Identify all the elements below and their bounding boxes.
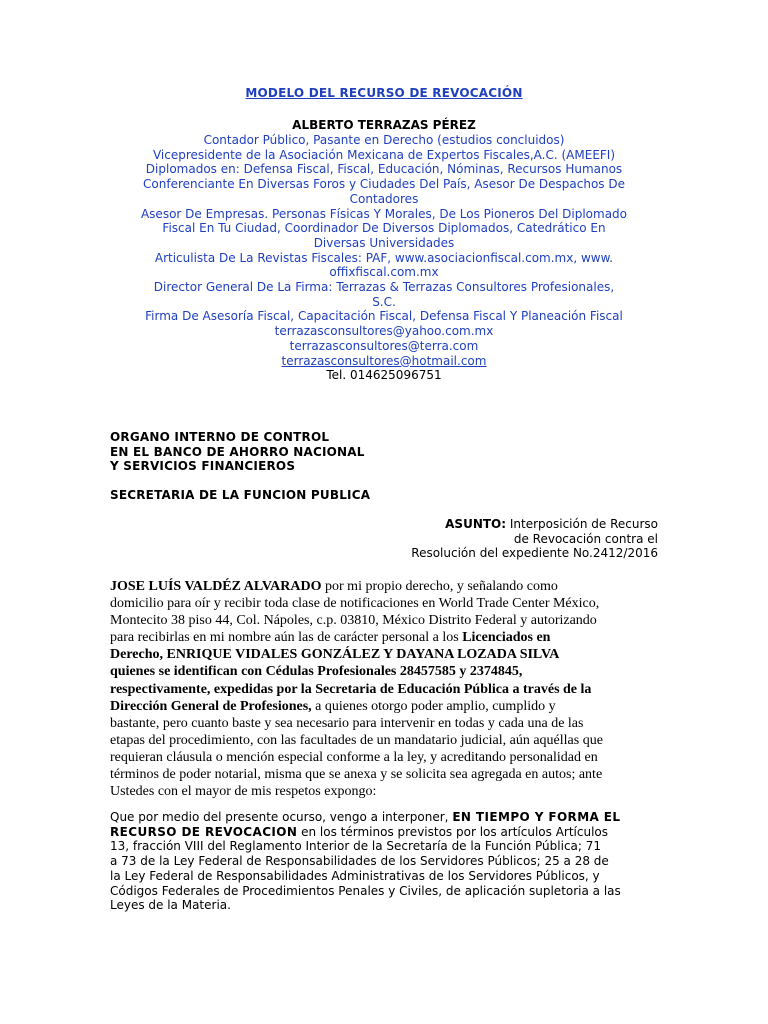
text-run: Leyes de la Materia.: [110, 898, 231, 913]
addressee-line: ORGANO INTERNO DE CONTROL: [110, 430, 330, 444]
asunto-line: Interposición de Recurso: [506, 517, 658, 531]
paragraph-line: [110, 766, 660, 783]
text-run: 13, fracción VIII del Reglamento Interior de la Secretaría de la Función Pública; 71: [110, 839, 602, 854]
bio-line: Vicepresidente de la Asociación Mexicana de Expertos Fiscales,A.C. (AMEEFI): [152, 147, 616, 162]
paragraph-line: [110, 629, 660, 646]
text-run: a 73 de la Ley Federal de Responsabilidades de los Servidores Públicos; 25 a 28 de: [110, 854, 609, 869]
telephone: Tel. 014625096751: [326, 368, 442, 383]
text-run: en los términos previstos por los artículos Artículos: [297, 824, 609, 839]
asunto-line: de Revocación contra el: [513, 531, 658, 546]
addressee-line: Y SERVICIOS FINANCIEROS: [110, 459, 296, 474]
text-run: la Ley Federal de Responsabilidades Administrativas de los Servidores Públicos, y: [110, 868, 600, 883]
text-run: requieran cláusula o mención especial conforme a la ley, y acreditando personalidad en: [110, 749, 598, 765]
email-link[interactable]: terrazasconsultores@hotmail.com: [281, 353, 487, 368]
paragraph-line: [110, 884, 660, 899]
text-run: términos de poder notarial, misma que se anexa y se solicita sea agregada en autos; ante: [110, 767, 603, 783]
bio-line: Fiscal En Tu Ciudad, Coordinador De Diversos Diplomados, Catedrático En: [162, 221, 606, 236]
paragraph-line: [110, 839, 660, 854]
bio-line: Conferenciante En Diversas Foros y Ciudades Del País, Asesor De Despachos De: [143, 177, 625, 192]
asunto-line: Resolución del expediente No.2412/2016: [411, 546, 658, 561]
paragraph-line: [110, 825, 660, 840]
author-bio: [110, 133, 658, 383]
paragraph-line: [110, 810, 660, 825]
bold-text: EN TIEMPO Y FORMA EL: [452, 810, 621, 824]
bold-text: Dirección General de Profesiones,: [110, 698, 312, 714]
text-run: Que por medio del presente ocurso, vengo a interponer,: [110, 810, 453, 824]
bio-line: Contadores: [349, 191, 419, 206]
asunto-label: ASUNTO:: [445, 517, 507, 531]
bio-line: Director General De La Firma: Terrazas & Terrazas Consultores Profesionales,: [153, 280, 615, 295]
bio-line: Firma De Asesoría Fiscal, Capacitación Fiscal, Defensa Fiscal Y Planeación Fiscal: [145, 309, 623, 324]
bio-line: S.C.: [372, 294, 396, 309]
bold-text: Licenciados en: [462, 630, 551, 646]
bio-line: Asesor De Empresas. Personas Físicas Y Morales, De Los Pioneros Del Diplomado: [140, 206, 628, 221]
text-run: etapas del procedimiento, con las facultades de un mandatario judicial, aún aquéllas que: [110, 732, 603, 748]
bold-text: JOSE LUÍS VALDÉZ ALVARADO: [110, 579, 322, 594]
bio-line: Diplomados en: Defensa Fiscal, Fiscal, Educación, Nóminas, Recursos Humanos: [145, 162, 623, 177]
text-run: a quienes otorgo poder amplio, cumplido y: [311, 698, 556, 714]
addressee-line: EN EL BANCO DE AHORRO NACIONAL: [110, 444, 365, 459]
paragraph-line: [110, 732, 660, 749]
bio-line: Articulista De La Revistas Fiscales: PAF, www.asociacionfiscal.com.mx, www.: [154, 250, 614, 265]
text-run: Códigos Federales de Procedimientos Penales y Civiles, de aplicación supletoria a las: [110, 883, 621, 898]
paragraph-line: [110, 715, 660, 732]
bio-line: Contador Público, Pasante en Derecho (estudios concluidos): [203, 133, 565, 147]
text-run: Ustedes con el mayor de mis respetos expongo:: [110, 784, 377, 800]
paragraph-line: [110, 783, 660, 800]
paragraph-line: [110, 595, 660, 612]
paragraph-line: [110, 869, 660, 884]
paragraph-line: [110, 578, 660, 595]
paragraph-interposition: [110, 810, 660, 913]
bold-text: quienes se identifican con Cédulas Profesionales 28457585 y 2374845,: [110, 664, 523, 680]
text-run: por mi propio derecho, y señalando como: [321, 579, 558, 594]
paragraph-line: [110, 898, 660, 913]
paragraph-line: [110, 854, 660, 869]
author-name: ALBERTO TERRAZAS PÉREZ: [292, 118, 476, 132]
paragraph-line: [110, 612, 660, 629]
text-run: para recibirlas en mi nombre aún las de carácter personal a los: [110, 630, 463, 646]
paragraph-authorization: [110, 578, 660, 800]
bio-line: Diversas Universidades: [313, 235, 455, 250]
secretaria-heading: SECRETARIA DE LA FUNCION PUBLICA: [110, 488, 371, 502]
bold-text: RECURSO DE REVOCACION: [110, 824, 298, 839]
paragraph-line: [110, 749, 660, 766]
bio-line: offixfiscal.com.mx: [329, 265, 439, 280]
addressee-block: [110, 430, 365, 474]
bio-line: terrazasconsultores@terra.com: [289, 338, 479, 353]
text-run: domicilio para oír y recibir toda clase de notificaciones en World Trade Center México,: [110, 596, 600, 612]
paragraph-line: [110, 681, 660, 698]
paragraph-line: [110, 663, 660, 680]
bold-text: respectivamente, expedidas por la Secretaria de Educación Pública a través de la: [110, 681, 592, 697]
paragraph-line: [110, 646, 660, 663]
document-title: MODELO DEL RECURSO DE REVOCACIÓN: [245, 86, 523, 100]
text-run: bastante, pero cuanto baste y sea necesario para intervenir en todas y cada una de las: [110, 715, 584, 731]
asunto-block: [411, 517, 658, 561]
text-run: Montecito 38 piso 44, Col. Nápoles, c.p. 03810, México Distrito Federal y autorizando: [110, 613, 597, 629]
bold-text: Derecho, ENRIQUE VIDALES GONZÁLEZ Y DAYANA LOZADA SILVA: [110, 647, 560, 663]
paragraph-line: [110, 698, 660, 715]
bio-line: terrazasconsultores@yahoo.com.mx: [274, 324, 494, 339]
